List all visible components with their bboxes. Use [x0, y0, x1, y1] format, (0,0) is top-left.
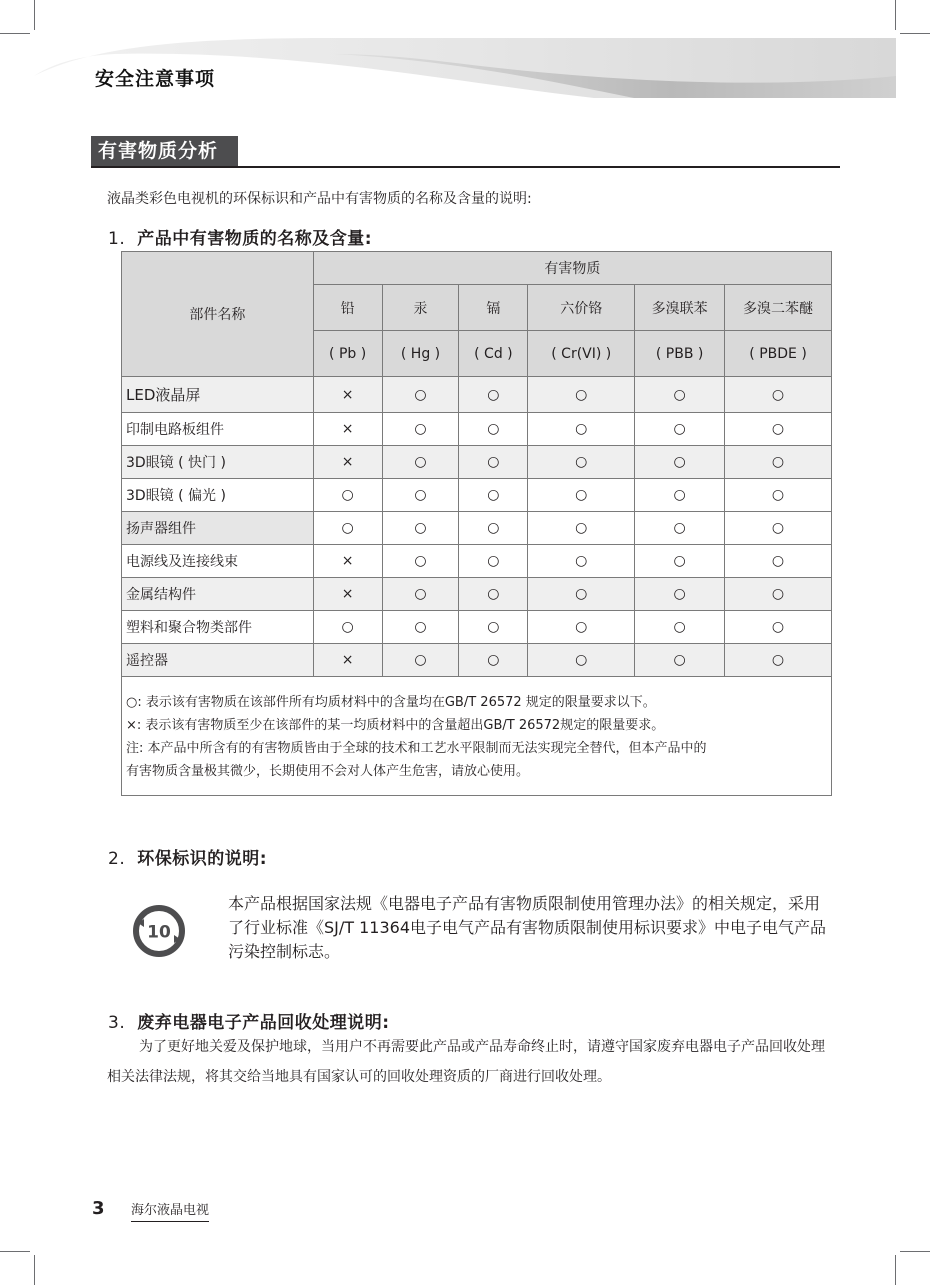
- substance-name: 多溴联苯: [635, 285, 725, 331]
- value-cell: ○: [635, 446, 725, 479]
- heading-number: 3.: [108, 1013, 126, 1033]
- value-cell: ×: [313, 545, 382, 578]
- value-cell: ○: [459, 545, 528, 578]
- value-cell: ○: [725, 446, 832, 479]
- table-row: [122, 545, 832, 578]
- value-cell: ○: [528, 644, 635, 677]
- value-cell: ×: [313, 377, 382, 413]
- substance-symbol: ( Cr(VI) ): [528, 331, 635, 377]
- section-divider: [91, 166, 840, 168]
- value-cell: ○: [635, 377, 725, 413]
- page-number: 3: [92, 1198, 105, 1219]
- value-cell: ×: [313, 578, 382, 611]
- part-name: 金属结构件: [122, 578, 314, 611]
- part-name: 3D眼镜 ( 快门 ): [122, 446, 314, 479]
- value-cell: ○: [725, 611, 832, 644]
- value-cell: ○: [635, 545, 725, 578]
- table-row: [122, 644, 832, 677]
- value-cell: ○: [459, 512, 528, 545]
- value-cell: ○: [725, 377, 832, 413]
- heading-number: 1.: [108, 229, 126, 249]
- value-cell: ×: [313, 446, 382, 479]
- footer-brand: 海尔液晶电视: [131, 1199, 209, 1222]
- value-cell: ○: [635, 578, 725, 611]
- value-cell: ○: [382, 377, 459, 413]
- value-cell: ○: [635, 479, 725, 512]
- substance-symbol: ( PBDE ): [725, 331, 832, 377]
- part-name-header: 部件名称: [122, 252, 314, 377]
- heading-text: 废弃电器电子产品回收处理说明:: [137, 1013, 390, 1033]
- table-notes: [122, 677, 832, 796]
- table-row: [122, 413, 832, 446]
- value-cell: ○: [725, 644, 832, 677]
- value-cell: ○: [725, 413, 832, 446]
- crop-mark: [900, 1251, 930, 1252]
- value-cell: ○: [528, 512, 635, 545]
- part-name: 扬声器组件: [122, 512, 314, 545]
- crop-mark: [34, 0, 35, 30]
- value-cell: ○: [528, 578, 635, 611]
- section-title: 有害物质分析: [91, 136, 238, 166]
- crop-mark: [895, 0, 896, 30]
- value-cell: ○: [528, 479, 635, 512]
- value-cell: ×: [313, 644, 382, 677]
- value-cell: ○: [459, 611, 528, 644]
- header-title: 安全注意事项: [95, 68, 216, 90]
- value-cell: ○: [528, 377, 635, 413]
- table-row: [122, 512, 832, 545]
- substance-name: 六价铬: [528, 285, 635, 331]
- value-cell: ○: [725, 479, 832, 512]
- table-row: [122, 578, 832, 611]
- table-row: [122, 611, 832, 644]
- environmental-protection-use-period-icon: [133, 905, 185, 957]
- substance-name: 汞: [382, 285, 459, 331]
- value-cell: ○: [459, 578, 528, 611]
- value-cell: ○: [382, 545, 459, 578]
- value-cell: ○: [382, 446, 459, 479]
- crop-mark: [895, 1255, 896, 1285]
- substance-name: 多溴二苯醚: [725, 285, 832, 331]
- part-name: 电源线及连接线束: [122, 545, 314, 578]
- crop-mark: [900, 33, 930, 34]
- heading-number: 2.: [108, 849, 126, 869]
- note-line: 注: 本产品中所含有的有害物质皆由于全球的技术和工艺水平限制而无法实现完全替代，但本产品中的: [126, 741, 707, 756]
- part-name: 印制电路板组件: [122, 413, 314, 446]
- crop-mark: [0, 33, 30, 34]
- value-cell: ○: [313, 512, 382, 545]
- value-cell: ○: [725, 512, 832, 545]
- note-line: ○: 表示该有害物质在该部件所有均质材料中的含量均在GB/T 26572 规定的限量要求以下。: [126, 695, 656, 710]
- crop-mark: [0, 1251, 30, 1252]
- value-cell: ○: [382, 479, 459, 512]
- table-row: [122, 479, 832, 512]
- hazardous-substance-table: [121, 251, 832, 796]
- value-cell: ○: [459, 446, 528, 479]
- value-cell: ○: [459, 644, 528, 677]
- table-row: [122, 377, 832, 413]
- heading-text: 产品中有害物质的名称及含量:: [137, 229, 373, 249]
- value-cell: ○: [459, 479, 528, 512]
- part-name: 遥控器: [122, 644, 314, 677]
- mark-description: 本产品根据国家法规《电器电子产品有害物质限制使用管理办法》的相关规定，采用了行业标准《SJ/T 11364电子电气产品有害物质限制使用标识要求》中电子电气产品污染控制标志。: [228, 894, 827, 961]
- value-cell: ○: [725, 545, 832, 578]
- value-cell: ○: [459, 377, 528, 413]
- value-cell: ○: [635, 644, 725, 677]
- value-cell: ○: [313, 479, 382, 512]
- substance-name: 铅: [313, 285, 382, 331]
- value-cell: ○: [382, 644, 459, 677]
- part-name: 3D眼镜 ( 偏光 ): [122, 479, 314, 512]
- value-cell: ○: [459, 413, 528, 446]
- heading-2: [108, 844, 267, 869]
- value-cell: ○: [313, 611, 382, 644]
- heading-3: [108, 1008, 390, 1033]
- value-cell: ○: [528, 413, 635, 446]
- value-cell: ○: [382, 512, 459, 545]
- value-cell: ○: [382, 578, 459, 611]
- value-cell: ○: [635, 413, 725, 446]
- value-cell: ○: [635, 512, 725, 545]
- table-row: [122, 446, 832, 479]
- substance-symbol: ( Cd ): [459, 331, 528, 377]
- intro-text: 液晶类彩色电视机的环保标识和产品中有害物质的名称及含量的说明:: [107, 191, 532, 207]
- value-cell: ○: [528, 545, 635, 578]
- value-cell: ○: [528, 611, 635, 644]
- crop-mark: [34, 1255, 35, 1285]
- recycling-description: 为了更好地关爱及保护地球，当用户不再需要此产品或产品寿命终止时，请遵守国家废弃电器电子产品回收处理相关法律法规，将其交给当地具有国家认可的回收处理资质的厂商进行回收处理。: [107, 1039, 825, 1085]
- part-name: 塑料和聚合物类部件: [122, 611, 314, 644]
- substance-symbol: ( Pb ): [313, 331, 382, 377]
- substance-symbol: ( Hg ): [382, 331, 459, 377]
- value-cell: ○: [635, 611, 725, 644]
- value-cell: ○: [528, 446, 635, 479]
- heading-text: 环保标识的说明:: [137, 849, 268, 869]
- value-cell: ○: [382, 611, 459, 644]
- part-name: LED液晶屏: [122, 377, 314, 413]
- value-cell: ×: [313, 413, 382, 446]
- value-cell: ○: [382, 413, 459, 446]
- heading-1: [108, 224, 372, 249]
- substance-name: 镉: [459, 285, 528, 331]
- note-line: ×: 表示该有害物质至少在该部件的某一均质材料中的含量超出GB/T 26572规定的限量要求。: [126, 718, 665, 733]
- substance-symbol: ( PBB ): [635, 331, 725, 377]
- logo-label: 10: [147, 922, 171, 943]
- value-cell: ○: [725, 578, 832, 611]
- substance-group-header: 有害物质: [313, 252, 831, 285]
- note-line: 有害物质含量极其微少，长期使用不会对人体产生危害，请放心使用。: [126, 764, 530, 779]
